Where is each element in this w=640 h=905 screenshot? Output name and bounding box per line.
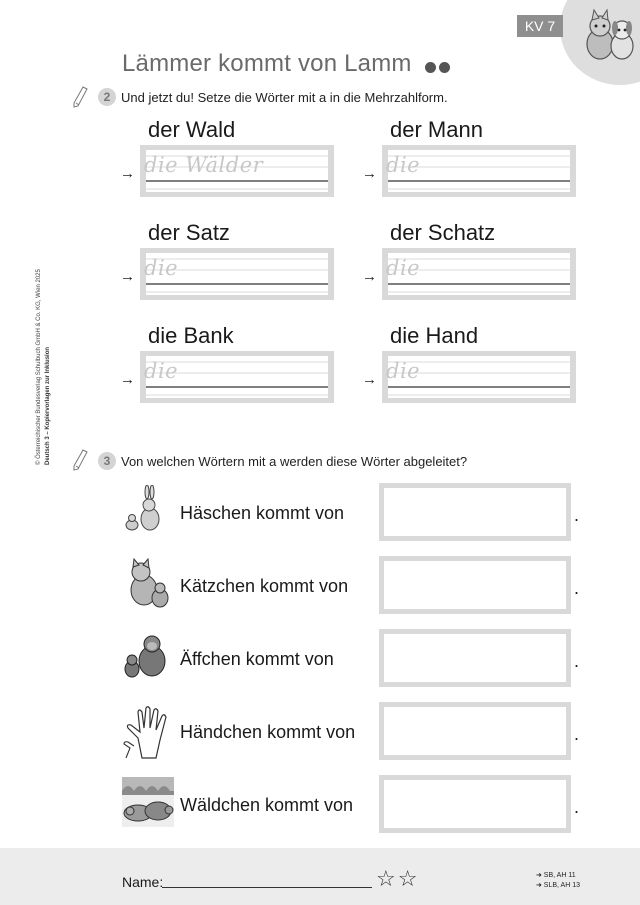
sentence-period: . [574, 505, 580, 525]
answer-box[interactable] [140, 351, 334, 403]
page-title: Lämmer kommt von Lamm [122, 50, 412, 77]
task-instruction: Und jetzt du! Setze die Wörter mit a in die Mehrzahlform. [121, 90, 448, 105]
difficulty-dot [425, 62, 436, 73]
derived-word-phrase: Händchen kommt von [180, 722, 356, 742]
derived-word-phrase: Häschen kommt von [180, 503, 345, 523]
sentence-period: . [574, 578, 580, 598]
reference-sb: ➜ SB, AH 11 [536, 872, 576, 879]
cat-icon [122, 558, 172, 615]
difficulty-indicator [425, 60, 453, 78]
answer-hint: die [144, 359, 179, 383]
answer-hint: die [386, 153, 421, 177]
answer-hint: die [386, 256, 421, 280]
answer-box[interactable] [379, 483, 571, 541]
answer-box[interactable] [382, 145, 576, 197]
singular-word: der Wald [148, 117, 236, 142]
copyright-notice: © Österreichischer Bundesverlag Schulbuch GmbH & Co. KG, Wien 2025 [36, 269, 42, 465]
sentence-period: . [574, 724, 580, 744]
answer-hint: die [144, 256, 179, 280]
answer-box[interactable] [382, 248, 576, 300]
answer-box[interactable] [379, 556, 571, 614]
arrow-icon: → [362, 165, 377, 182]
derived-word-phrase: Kätzchen kommt von [180, 576, 349, 596]
cat-and-dog-icon [578, 6, 638, 66]
answer-box[interactable] [379, 702, 571, 760]
rabbit-icon [122, 485, 168, 538]
pencil-icon [72, 449, 88, 471]
hand-icon [122, 704, 174, 765]
task-number: 2 [98, 88, 116, 106]
answer-box[interactable] [140, 145, 334, 197]
singular-word: die Hand [390, 323, 479, 348]
monkey-icon [122, 631, 172, 686]
name-label: Name: [122, 874, 164, 890]
answer-hint: die [386, 359, 421, 383]
task-number: 3 [98, 452, 116, 470]
answer-box[interactable] [379, 629, 571, 687]
answer-box[interactable] [382, 351, 576, 403]
singular-word: der Satz [148, 220, 230, 245]
arrow-icon: → [362, 268, 377, 285]
reference-slb: ➜ SLB, AH 13 [536, 882, 580, 889]
sentence-period: . [574, 797, 580, 817]
arrow-icon: → [120, 165, 135, 182]
answer-hint: die Wälder [144, 153, 264, 177]
answer-box[interactable] [379, 775, 571, 833]
task-instruction: Von welchen Wörtern mit a werden diese Wörter abgeleitet? [121, 454, 468, 469]
singular-word: der Mann [390, 117, 483, 142]
derived-word-phrase: Wäldchen kommt von [180, 795, 354, 815]
pencil-icon [72, 86, 88, 108]
answer-box[interactable] [140, 248, 334, 300]
arrow-icon: → [120, 268, 135, 285]
difficulty-dot [439, 62, 450, 73]
worksheet-badge: KV 7 [517, 15, 563, 37]
rating-stars[interactable]: ☆☆ [376, 866, 420, 891]
singular-word: die Bank [148, 323, 234, 348]
book-title: Deutsch 3 – Kopiervorlagen zur Inklusion [45, 346, 51, 465]
derived-word-phrase: Äffchen kommt von [180, 649, 334, 669]
name-field[interactable] [162, 887, 372, 888]
sentence-period: . [574, 651, 580, 671]
arrow-icon: → [120, 371, 135, 388]
forest-icon [122, 777, 174, 832]
singular-word: der Schatz [390, 220, 496, 245]
arrow-icon: → [362, 371, 377, 388]
